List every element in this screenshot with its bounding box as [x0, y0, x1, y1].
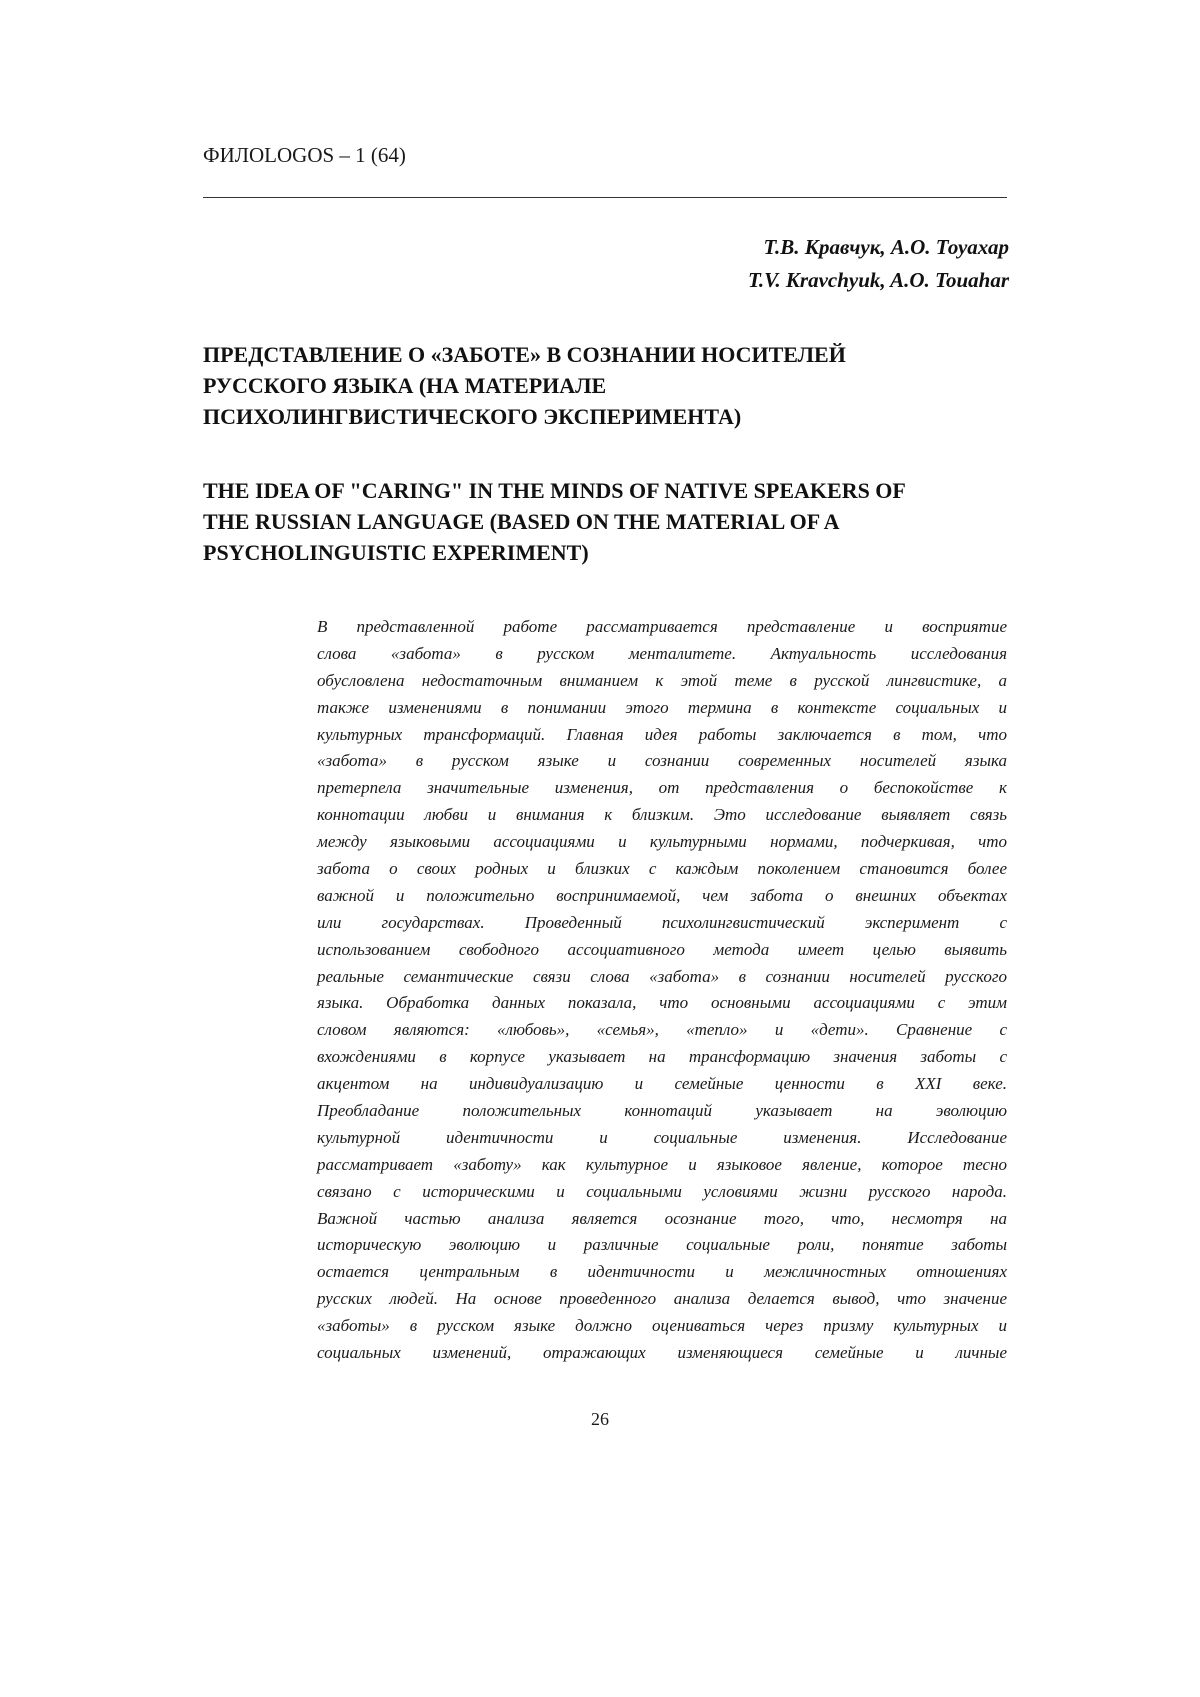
abstract-line: забота о своих родных и близких с каждым поколением становится более	[317, 856, 1007, 883]
header-divider	[203, 197, 1007, 198]
abstract-line: рассматривает «заботу» как культурное и языковое явление, которое тесно	[317, 1152, 1007, 1179]
authors-russian: Т.В. Кравчук, А.О. Тоуахар	[748, 231, 1009, 264]
title-english-line: THE RUSSIAN LANGUAGE (BASED ON THE MATERIAL OF A	[203, 506, 1013, 537]
authors-block	[748, 231, 1009, 297]
abstract-line: акцентом на индивидуализацию и семейные ценности в XXI веке.	[317, 1071, 1007, 1098]
title-english-line: THE IDEA OF "CARING" IN THE MINDS OF NATIVE SPEAKERS OF	[203, 475, 1013, 506]
journal-header: ФИЛОLOGOS – 1 (64)	[203, 143, 406, 168]
abstract-line: Важной частью анализа является осознание того, что, несмотря на	[317, 1206, 1007, 1233]
abstract-line: историческую эволюцию и различные социальные роли, понятие заботы	[317, 1232, 1007, 1259]
authors-english: T.V. Kravchyuk, A.O. Touahar	[748, 264, 1009, 297]
abstract-line: реальные семантические связи слова «забота» в сознании носителей русского	[317, 964, 1007, 991]
title-russian	[203, 339, 1013, 432]
abstract-line: использованием свободного ассоциативного метода имеет целью выявить	[317, 937, 1007, 964]
title-russian-line: ПРЕДСТАВЛЕНИЕ О «ЗАБОТЕ» В СОЗНАНИИ НОСИТЕЛЕЙ	[203, 339, 1013, 370]
abstract-line: «заботы» в русском языке должно оцениваться через призму культурных и	[317, 1313, 1007, 1340]
abstract-line: «забота» в русском языке и сознании современных носителей языка	[317, 748, 1007, 775]
abstract-line: связано с историческими и социальными условиями жизни русского народа.	[317, 1179, 1007, 1206]
page-number: 26	[0, 1409, 1200, 1430]
abstract-line: коннотации любви и внимания к близким. Это исследование выявляет связь	[317, 802, 1007, 829]
document-page	[0, 0, 1200, 1697]
abstract-line: остается центральным в идентичности и межличностных отношениях	[317, 1259, 1007, 1286]
abstract-line: Преобладание положительных коннотаций указывает на эволюцию	[317, 1098, 1007, 1125]
abstract-line: словом являются: «любовь», «семья», «тепло» и «дети». Сравнение с	[317, 1017, 1007, 1044]
title-english-line: PSYCHOLINGUISTIC EXPERIMENT)	[203, 537, 1013, 568]
abstract-line: претерпела значительные изменения, от представления о беспокойстве к	[317, 775, 1007, 802]
abstract-line: вхождениями в корпусе указывает на трансформацию значения заботы с	[317, 1044, 1007, 1071]
abstract-line: культурных трансформаций. Главная идея работы заключается в том, что	[317, 722, 1007, 749]
abstract-line: В представленной работе рассматривается представление и восприятие	[317, 614, 1007, 641]
abstract-line: социальных изменений, отражающих изменяющиеся семейные и личные	[317, 1340, 1007, 1367]
title-russian-line: РУССКОГО ЯЗЫКА (НА МАТЕРИАЛЕ	[203, 370, 1013, 401]
abstract-line: важной и положительно воспринимаемой, чем забота о внешних объектах	[317, 883, 1007, 910]
abstract-line: русских людей. На основе проведенного анализа делается вывод, что значение	[317, 1286, 1007, 1313]
abstract-line: слова «забота» в русском менталитете. Актуальность исследования	[317, 641, 1007, 668]
title-english	[203, 475, 1013, 568]
abstract-line: между языковыми ассоциациями и культурными нормами, подчеркивая, что	[317, 829, 1007, 856]
abstract-line: также изменениями в понимании этого термина в контексте социальных и	[317, 695, 1007, 722]
title-russian-line: ПСИХОЛИНГВИСТИЧЕСКОГО ЭКСПЕРИМЕНТА)	[203, 401, 1013, 432]
abstract-line: языка. Обработка данных показала, что основными ассоциациями с этим	[317, 990, 1007, 1017]
abstract	[317, 614, 1007, 1367]
abstract-line: обусловлена недостаточным вниманием к этой теме в русской лингвистике, а	[317, 668, 1007, 695]
abstract-line: или государствах. Проведенный психолингвистический эксперимент с	[317, 910, 1007, 937]
abstract-line: культурной идентичности и социальные изменения. Исследование	[317, 1125, 1007, 1152]
